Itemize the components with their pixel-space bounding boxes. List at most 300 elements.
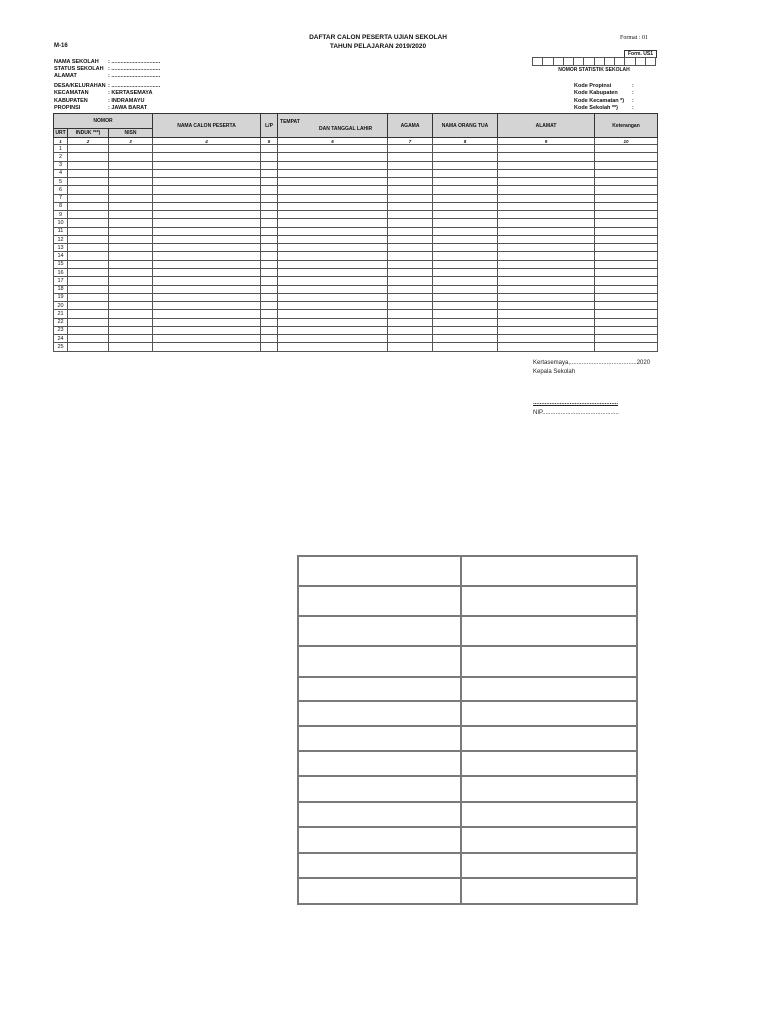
grid-row [298,616,637,646]
column-number: 6 [278,138,388,145]
empty-cell [498,343,595,351]
empty-cell [388,235,433,243]
nss-digit-box [542,57,552,66]
empty-cell [595,202,658,210]
empty-cell [433,202,498,210]
empty-cell [433,277,498,285]
empty-cell [261,227,278,235]
tempat-tanggal-lahir-header [278,114,388,138]
empty-cell [261,277,278,285]
empty-cell [261,153,278,161]
empty-cell [498,219,595,227]
row-number-cell: 24 [54,335,68,343]
row-number-cell: 15 [54,260,68,268]
empty-cell [498,145,595,153]
grid-row [298,646,637,677]
table-row [54,293,658,301]
school-info-value: : KERTASEMAYA [108,90,153,96]
row-number-cell: 23 [54,326,68,334]
table-row [54,202,658,210]
school-info-value: : ................................ [108,59,161,65]
nss-digit-box [563,57,573,66]
empty-cell [595,235,658,243]
grid-cell [461,802,637,827]
school-info-row [54,59,160,65]
document-code: M-16 [54,43,68,49]
grid-row [298,677,637,701]
empty-cell [68,277,109,285]
school-info-value: : INDRAMAYU [108,98,145,104]
empty-cell [153,161,261,169]
empty-cell [388,268,433,276]
empty-cell [433,285,498,293]
grid-row [298,751,637,776]
column-number: 3 [109,138,153,145]
school-info-label: PROPINSI [54,105,81,111]
row-number-cell: 14 [54,252,68,260]
empty-cell [595,186,658,194]
empty-cell [595,244,658,252]
document-title: DAFTAR CALON PESERTA UJIAN SEKOLAH [309,34,447,41]
empty-cell [498,235,595,243]
empty-cell [278,178,388,186]
code-value: : [632,105,634,111]
school-info-label: KABUPATEN [54,98,88,104]
row-number-cell: 18 [54,285,68,293]
empty-cell [595,318,658,326]
empty-cell [388,153,433,161]
school-info-label: DESA/KELURAHAN [54,83,106,89]
empty-cell [595,310,658,318]
empty-cell [498,186,595,194]
table-row [54,310,658,318]
row-number-cell: 13 [54,244,68,252]
empty-cell [153,202,261,210]
empty-cell [68,235,109,243]
signature-place-date: Kertasemaya,........................................2020 [533,360,651,366]
empty-cell [388,285,433,293]
keterangan-header: Keterangan [595,114,658,138]
empty-cell [109,145,153,153]
empty-cell [388,335,433,343]
empty-cell [261,285,278,293]
empty-cell [498,161,595,169]
empty-cell [595,326,658,334]
empty-cell [261,260,278,268]
empty-cell [278,343,388,351]
code-label: Kode Sekolah **) [574,105,619,111]
empty-cell [68,194,109,202]
empty-cell [388,211,433,219]
grid-cell [461,556,637,586]
empty-cell [109,326,153,334]
empty-cell [68,335,109,343]
row-number-cell: 16 [54,268,68,276]
empty-cell [433,335,498,343]
empty-cell [278,161,388,169]
urt-header: URT [55,130,66,136]
empty-cell [261,211,278,219]
school-info-value: : ................................ [108,73,161,79]
school-info-label: NAMA SEKOLAH [54,59,99,65]
empty-cell [433,169,498,177]
empty-cell [109,260,153,268]
row-number-cell: 2 [54,153,68,161]
row-number-cell: 3 [54,161,68,169]
nss-digit-box [583,57,593,66]
nss-digit-box [624,57,634,66]
empty-cell [595,161,658,169]
table-row [54,219,658,227]
empty-cell [595,219,658,227]
column-number: 1 [54,138,68,145]
empty-cell [261,268,278,276]
empty-cell [433,235,498,243]
empty-cell [153,235,261,243]
nss-digit-boxes [532,57,656,66]
row-number-cell: 22 [54,318,68,326]
empty-cell [68,326,109,334]
empty-cell [153,186,261,194]
table-row [54,153,658,161]
empty-cell [595,227,658,235]
empty-cell [153,335,261,343]
empty-cell [433,310,498,318]
school-info-row [54,90,152,96]
empty-cell [153,268,261,276]
empty-cell [68,178,109,186]
empty-cell [68,153,109,161]
grid-cell [461,701,637,726]
empty-cell [433,293,498,301]
empty-cell [109,285,153,293]
empty-cell [498,153,595,161]
empty-cell [278,244,388,252]
row-number-cell: 8 [54,202,68,210]
empty-cell [433,343,498,351]
empty-cell [261,169,278,177]
empty-cell [109,335,153,343]
empty-cell [498,318,595,326]
empty-cell [278,310,388,318]
empty-cell [278,194,388,202]
empty-cell [68,310,109,318]
empty-cell [388,293,433,301]
grid-row [298,776,637,802]
row-number-cell: 5 [54,178,68,186]
empty-cell [388,310,433,318]
nss-digit-box [553,57,563,66]
empty-cell [278,145,388,153]
empty-cell [109,252,153,260]
column-number: 10 [595,138,658,145]
grid-cell [461,853,637,878]
empty-cell [261,343,278,351]
table-row [54,277,658,285]
empty-cell [595,268,658,276]
form-code-box: Form. US1 [624,50,657,58]
empty-cell [153,178,261,186]
empty-cell [153,343,261,351]
empty-cell [261,186,278,194]
empty-cell [595,211,658,219]
grid-cell [298,677,461,701]
empty-cell [261,302,278,310]
empty-cell [388,178,433,186]
empty-cell [153,211,261,219]
empty-cell [278,293,388,301]
school-info-value: : ................................ [108,66,161,72]
nama-orang-tua-header: NAMA ORANG TUA [433,114,498,138]
table-header-row [54,114,658,129]
empty-cell [153,244,261,252]
empty-cell [595,252,658,260]
grid-cell [461,616,637,646]
nss-digit-box [594,57,604,66]
grid-row [298,701,637,726]
empty-cell [68,145,109,153]
empty-cell [278,235,388,243]
empty-cell [433,318,498,326]
empty-cell [595,302,658,310]
empty-cell [433,252,498,260]
empty-cell [68,244,109,252]
grid-cell [461,677,637,701]
empty-cell [595,335,658,343]
code-row [574,90,634,96]
empty-cell [261,335,278,343]
code-value: : [632,90,634,96]
grid-cell [461,646,637,677]
empty-cell [278,260,388,268]
code-row [574,83,634,89]
empty-cell [153,302,261,310]
school-info-label: ALAMAT [54,73,77,79]
table-row [54,186,658,194]
grid-cell [298,878,461,904]
empty-cell [498,268,595,276]
empty-cell [433,153,498,161]
code-row [574,105,634,111]
empty-cell [433,219,498,227]
school-info-row [54,105,147,111]
empty-cell [388,202,433,210]
row-number-cell: 11 [54,227,68,235]
code-value: : [632,98,634,104]
table-row [54,326,658,334]
empty-cell [278,227,388,235]
empty-cell [109,178,153,186]
table-row [54,211,658,219]
empty-cell [595,277,658,285]
table-row [54,169,658,177]
empty-cell [278,169,388,177]
empty-cell [433,161,498,169]
empty-cell [498,194,595,202]
empty-cell [433,268,498,276]
table-row [54,161,658,169]
empty-cell [595,293,658,301]
empty-cell [68,285,109,293]
participant-table [53,113,658,352]
code-label: Kode Propinsi [574,83,612,89]
alamat-header: ALAMAT [498,114,595,138]
empty-cell [261,161,278,169]
empty-cell [278,285,388,293]
empty-cell [433,302,498,310]
school-info-value: : ................................ [108,83,161,89]
empty-cell [68,202,109,210]
empty-cell [388,169,433,177]
empty-cell [278,302,388,310]
empty-cell [433,244,498,252]
empty-cell [595,153,658,161]
empty-cell [388,145,433,153]
empty-cell [109,169,153,177]
empty-cell [388,244,433,252]
empty-cell [68,302,109,310]
table-row [54,244,658,252]
empty-cell [68,169,109,177]
row-number-cell: 25 [54,343,68,351]
row-number-cell: 9 [54,211,68,219]
empty-cell [261,178,278,186]
grid-cell [461,776,637,802]
empty-cell [595,145,658,153]
empty-cell [498,227,595,235]
empty-cell [388,302,433,310]
grid-cell [461,751,637,776]
empty-cell [433,194,498,202]
empty-cell [153,277,261,285]
signature-nip: NIP.............................................. [533,410,619,416]
grid-cell [298,751,461,776]
table-row [54,268,658,276]
empty-cell [388,219,433,227]
empty-cell [153,219,261,227]
column-number: 5 [261,138,278,145]
empty-cell [153,227,261,235]
empty-cell [153,293,261,301]
empty-cell [109,161,153,169]
empty-cell [153,252,261,260]
empty-cell [153,153,261,161]
table-row [54,335,658,343]
empty-cell [388,252,433,260]
empty-cell [498,252,595,260]
empty-cell [261,252,278,260]
empty-cell [388,194,433,202]
empty-cell [153,145,261,153]
gender-header: L/P [261,114,278,138]
empty-cell [68,252,109,260]
column-number: 8 [433,138,498,145]
empty-cell [109,211,153,219]
grid-cell [298,853,461,878]
grid-cell [461,726,637,751]
empty-cell [595,194,658,202]
empty-cell [278,318,388,326]
grid-cell [298,616,461,646]
table-row [54,235,658,243]
empty-cell [261,293,278,301]
empty-cell [498,302,595,310]
empty-cell [153,285,261,293]
empty-cell [109,293,153,301]
table-row [54,285,658,293]
table-row [54,260,658,268]
empty-cell [595,285,658,293]
nomor-header: NOMOR [54,114,153,129]
table-row [54,343,658,351]
empty-cell [153,318,261,326]
table-row [54,302,658,310]
nss-digit-box [532,57,542,66]
empty-cell [278,202,388,210]
empty-cell [68,343,109,351]
empty-cell [261,244,278,252]
nama-calon-peserta-header: NAMA CALON PESERTA [153,114,261,138]
empty-cell [68,227,109,235]
empty-cell [109,310,153,318]
empty-cell [261,145,278,153]
empty-cell [109,244,153,252]
empty-cell [109,202,153,210]
empty-cell [109,235,153,243]
empty-cell [278,277,388,285]
code-value: : [632,83,634,89]
empty-cell [68,219,109,227]
column-number: 4 [153,138,261,145]
empty-cell [261,194,278,202]
code-label: Kode Kabupaten [574,90,618,96]
empty-cell [278,335,388,343]
empty-cell [153,194,261,202]
empty-cell [498,285,595,293]
column-number: 2 [68,138,109,145]
grid-row [298,726,637,751]
grid-cell [461,586,637,616]
grid-row [298,556,637,586]
nisn-header: NISN [109,129,153,138]
empty-cell [153,326,261,334]
row-number-cell: 10 [54,219,68,227]
empty-cell [278,211,388,219]
row-number-cell: 20 [54,302,68,310]
empty-cell [388,161,433,169]
row-number-cell: 12 [54,235,68,243]
empty-cell [261,202,278,210]
grid-row [298,853,637,878]
grid-row [298,878,637,904]
empty-cell [109,153,153,161]
empty-cell [109,194,153,202]
empty-cell [68,293,109,301]
school-info-row [54,98,144,104]
grid-row [298,802,637,827]
grid-cell [298,646,461,677]
grid-row [298,827,637,853]
blank-grid-table [297,555,638,905]
school-info-value: : JAWA BARAT [108,105,148,111]
row-number-cell: 21 [54,310,68,318]
table-row [54,318,658,326]
induk-header: INDUK ***) [68,129,109,138]
empty-cell [153,169,261,177]
code-label: Kode Kecamatan *) [574,98,625,104]
empty-cell [109,268,153,276]
empty-cell [498,244,595,252]
